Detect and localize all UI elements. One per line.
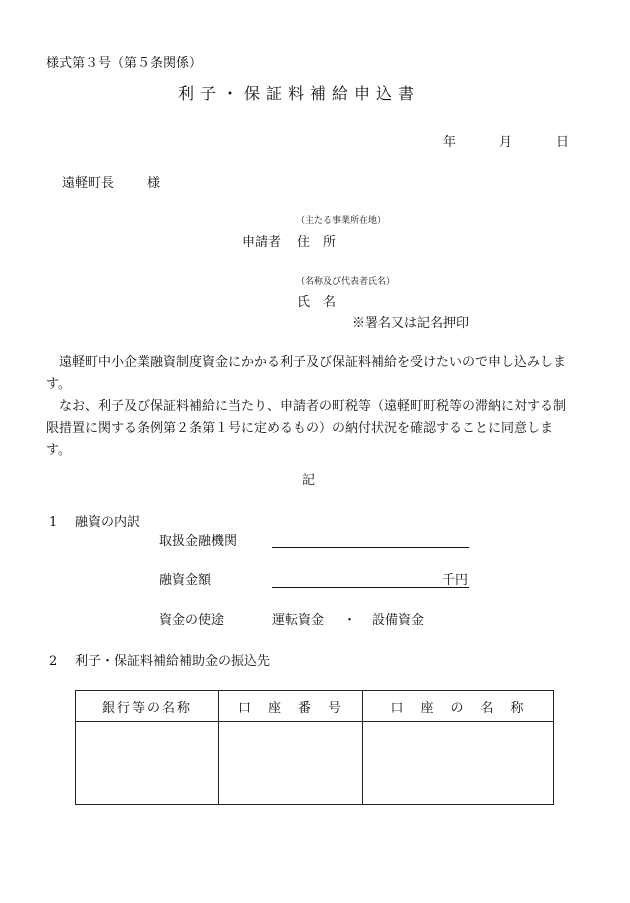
institution-field-line[interactable]	[272, 547, 469, 548]
date-month-label: 月	[499, 135, 513, 150]
usage-label: 資金の使途	[159, 613, 225, 628]
usage-option-working-capital[interactable]: 運転資金	[272, 613, 325, 628]
name-label: 氏 名	[297, 295, 337, 310]
account-name-cell[interactable]	[363, 722, 554, 805]
form-number: 様式第３号（第５条関係）	[46, 56, 203, 71]
body-paragraph-1: 遠軽町中小企業融資制度資金にかかる利子及び保証料補給を受けたいので申し込みします。	[46, 355, 567, 392]
amount-field-line[interactable]	[272, 587, 469, 588]
date-day-label: 日	[556, 135, 570, 150]
usage-option-equipment-capital[interactable]: 設備資金	[372, 613, 425, 628]
account-number-header: 口 座 番 号	[219, 691, 363, 722]
page-title: 利子・保証料補給申込書	[178, 84, 421, 103]
bank-name-header: 銀行等の名称	[76, 691, 219, 722]
date-year-label: 年	[443, 135, 457, 150]
address-label: 住 所	[297, 235, 337, 250]
transfer-account-table	[75, 690, 554, 805]
addressee-name: 遠軽町長	[62, 176, 115, 191]
bank-name-cell[interactable]	[76, 722, 219, 805]
address-note: （主たる事業所在地）	[296, 216, 387, 226]
applicant-label: 申請者	[242, 235, 282, 250]
account-number-cell[interactable]	[219, 722, 363, 805]
institution-label: 取扱金融機関	[159, 534, 238, 549]
amount-label: 融資金額	[159, 573, 212, 588]
account-name-header: 口 座 の 名 称	[363, 691, 554, 722]
addressee-honorific: 様	[147, 176, 161, 191]
body-text	[46, 352, 576, 462]
body-paragraph-2: なお、利子及び保証料補給に当たり、申請者の町税等（遠軽町町税等の滞納に対する制限措置に関する条例第２条第１号に定めるもの）の納付状況を確認することに同意します。	[46, 399, 567, 458]
section2-heading: 利子・保証料補給補助金の振込先	[75, 654, 271, 669]
usage-separator: ・	[343, 613, 357, 628]
section1-heading: 融資の内訳	[75, 515, 141, 530]
name-note: （名称及び代表者氏名）	[296, 277, 396, 287]
amount-unit: 千円	[442, 573, 469, 588]
table-header-row	[76, 691, 554, 722]
section2-number: 2	[49, 654, 58, 669]
section1-number: 1	[49, 515, 58, 530]
ki-marker: 記	[302, 473, 316, 488]
signature-note: ※署名又は記名押印	[352, 316, 470, 331]
table-row	[76, 722, 554, 805]
